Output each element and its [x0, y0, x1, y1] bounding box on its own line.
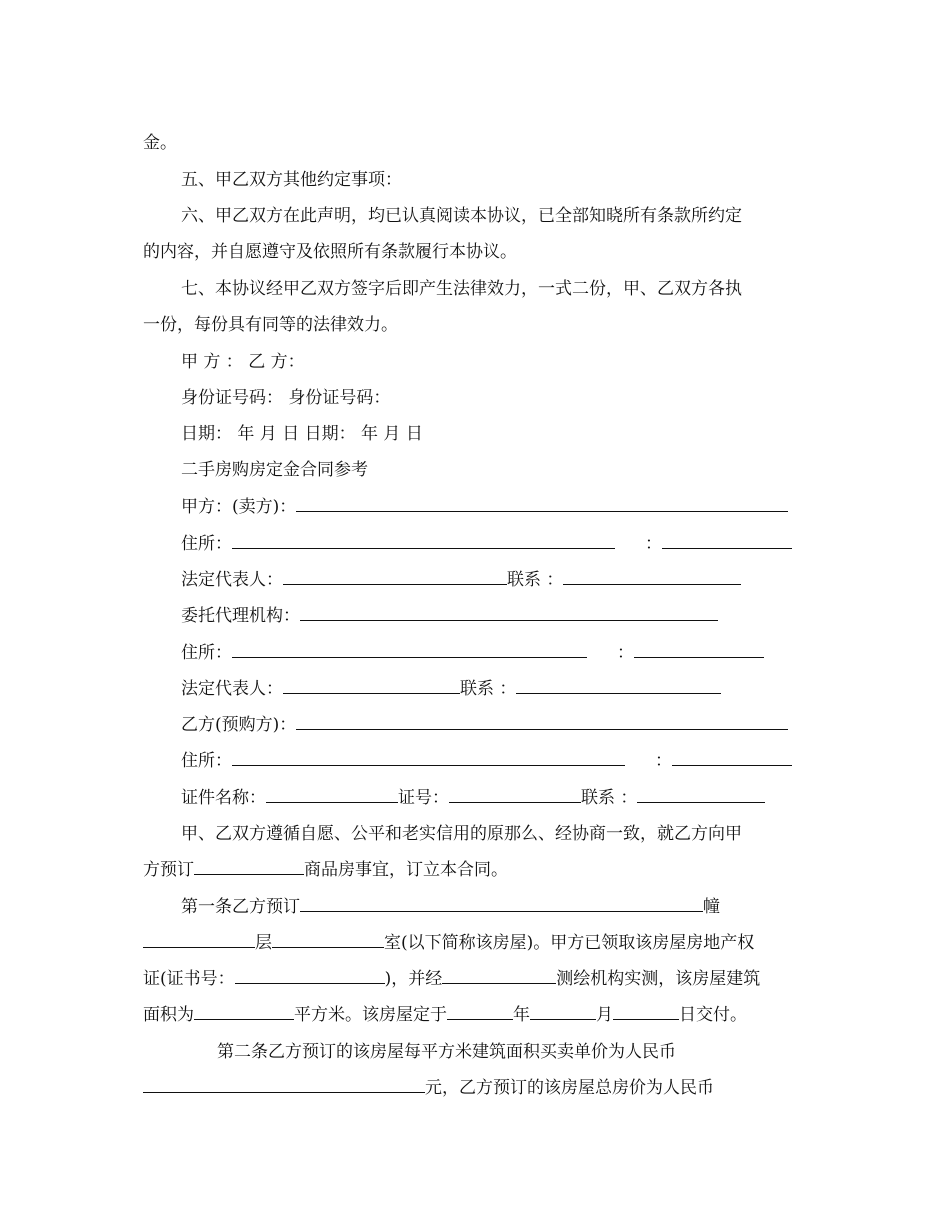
clause-seven-cont: 一份，每份具有同等的法律效力。	[143, 315, 398, 335]
agreement-preamble-cont: 方预订 商品房事宜，订立本合同。	[143, 860, 508, 880]
agreement-preamble: 甲、乙双方遵循自愿、公平和老实信用的原那么、经协商一致，就乙方向甲	[181, 824, 742, 844]
clause-six-cont: 的内容，并自愿遵守及依照所有条款履行本协议。	[143, 242, 517, 262]
fill-blank	[194, 1005, 294, 1020]
fill-blank	[194, 860, 304, 875]
fill-blank	[516, 679, 721, 694]
address-line: 住所： ：	[181, 643, 764, 663]
article-one-cont: 证(证书号： )，并经 测绘机构实测，该房屋建筑	[143, 969, 761, 989]
fill-blank	[530, 1005, 596, 1020]
fill-blank	[563, 570, 741, 585]
address-line: 住所： ：	[181, 534, 792, 554]
fill-blank	[662, 534, 792, 549]
fill-blank	[232, 643, 587, 658]
article-one-cont: 面积为 平方米。该房屋定于 年 月 日交付。	[143, 1005, 747, 1025]
fill-blank	[143, 1078, 425, 1093]
fill-blank	[272, 933, 384, 948]
article-one-cont: 层 室(以下简称该房屋)。甲方已领取该房屋房地产权	[143, 933, 754, 953]
clause-five: 五、甲乙双方其他约定事项：	[181, 170, 402, 190]
clause-seven: 七、本协议经甲乙双方签字后即产生法律效力，一式二份，甲、乙双方各执	[181, 279, 742, 299]
fill-blank	[296, 497, 788, 512]
fill-blank	[266, 788, 398, 803]
fill-blank	[637, 788, 765, 803]
fill-blank	[442, 969, 556, 984]
text-line: 金。	[143, 133, 177, 153]
article-two-cont: 元，乙方预订的该房屋总房价为人民币	[143, 1078, 714, 1098]
agent-line: 委托代理机构：	[181, 606, 718, 626]
address-line: 住所： ：	[181, 751, 792, 771]
article-one: 第一条乙方预订 幢	[181, 897, 720, 917]
fill-blank	[232, 751, 625, 766]
party-b-line: 乙方(预购方)：	[181, 715, 788, 735]
fill-blank	[300, 897, 703, 912]
fill-blank	[143, 933, 255, 948]
contract-title: 二手房购房定金合同参考	[181, 460, 368, 480]
article-two: 第二条乙方预订的该房屋每平方米建筑面积买卖单价为人民币	[217, 1042, 676, 1062]
fill-blank	[296, 715, 788, 730]
fill-blank	[232, 534, 615, 549]
fill-blank	[447, 1005, 513, 1020]
party-signature-line: 甲 方 ： 乙 方：	[181, 352, 305, 372]
id-number-line: 身份证号码： 身份证号码：	[181, 388, 391, 408]
clause-six: 六、甲乙双方在此声明，均已认真阅读本协议，已全部知晓所有条款所约定	[181, 206, 742, 226]
fill-blank	[283, 679, 460, 694]
fill-blank	[235, 969, 385, 984]
legal-rep-line: 法定代表人： 联系 ：	[181, 679, 721, 699]
date-line: 日期： 年 月 日 日期： 年 月 日	[181, 424, 423, 444]
legal-rep-line: 法定代表人： 联系 ：	[181, 570, 741, 590]
party-a-line: 甲方：(卖方)：	[181, 497, 788, 517]
fill-blank	[634, 643, 764, 658]
fill-blank	[300, 606, 718, 621]
fill-blank	[449, 788, 581, 803]
fill-blank	[613, 1005, 679, 1020]
fill-blank	[672, 751, 792, 766]
id-document-line: 证件名称： 证号： 联系 ：	[181, 788, 765, 808]
fill-blank	[283, 570, 507, 585]
